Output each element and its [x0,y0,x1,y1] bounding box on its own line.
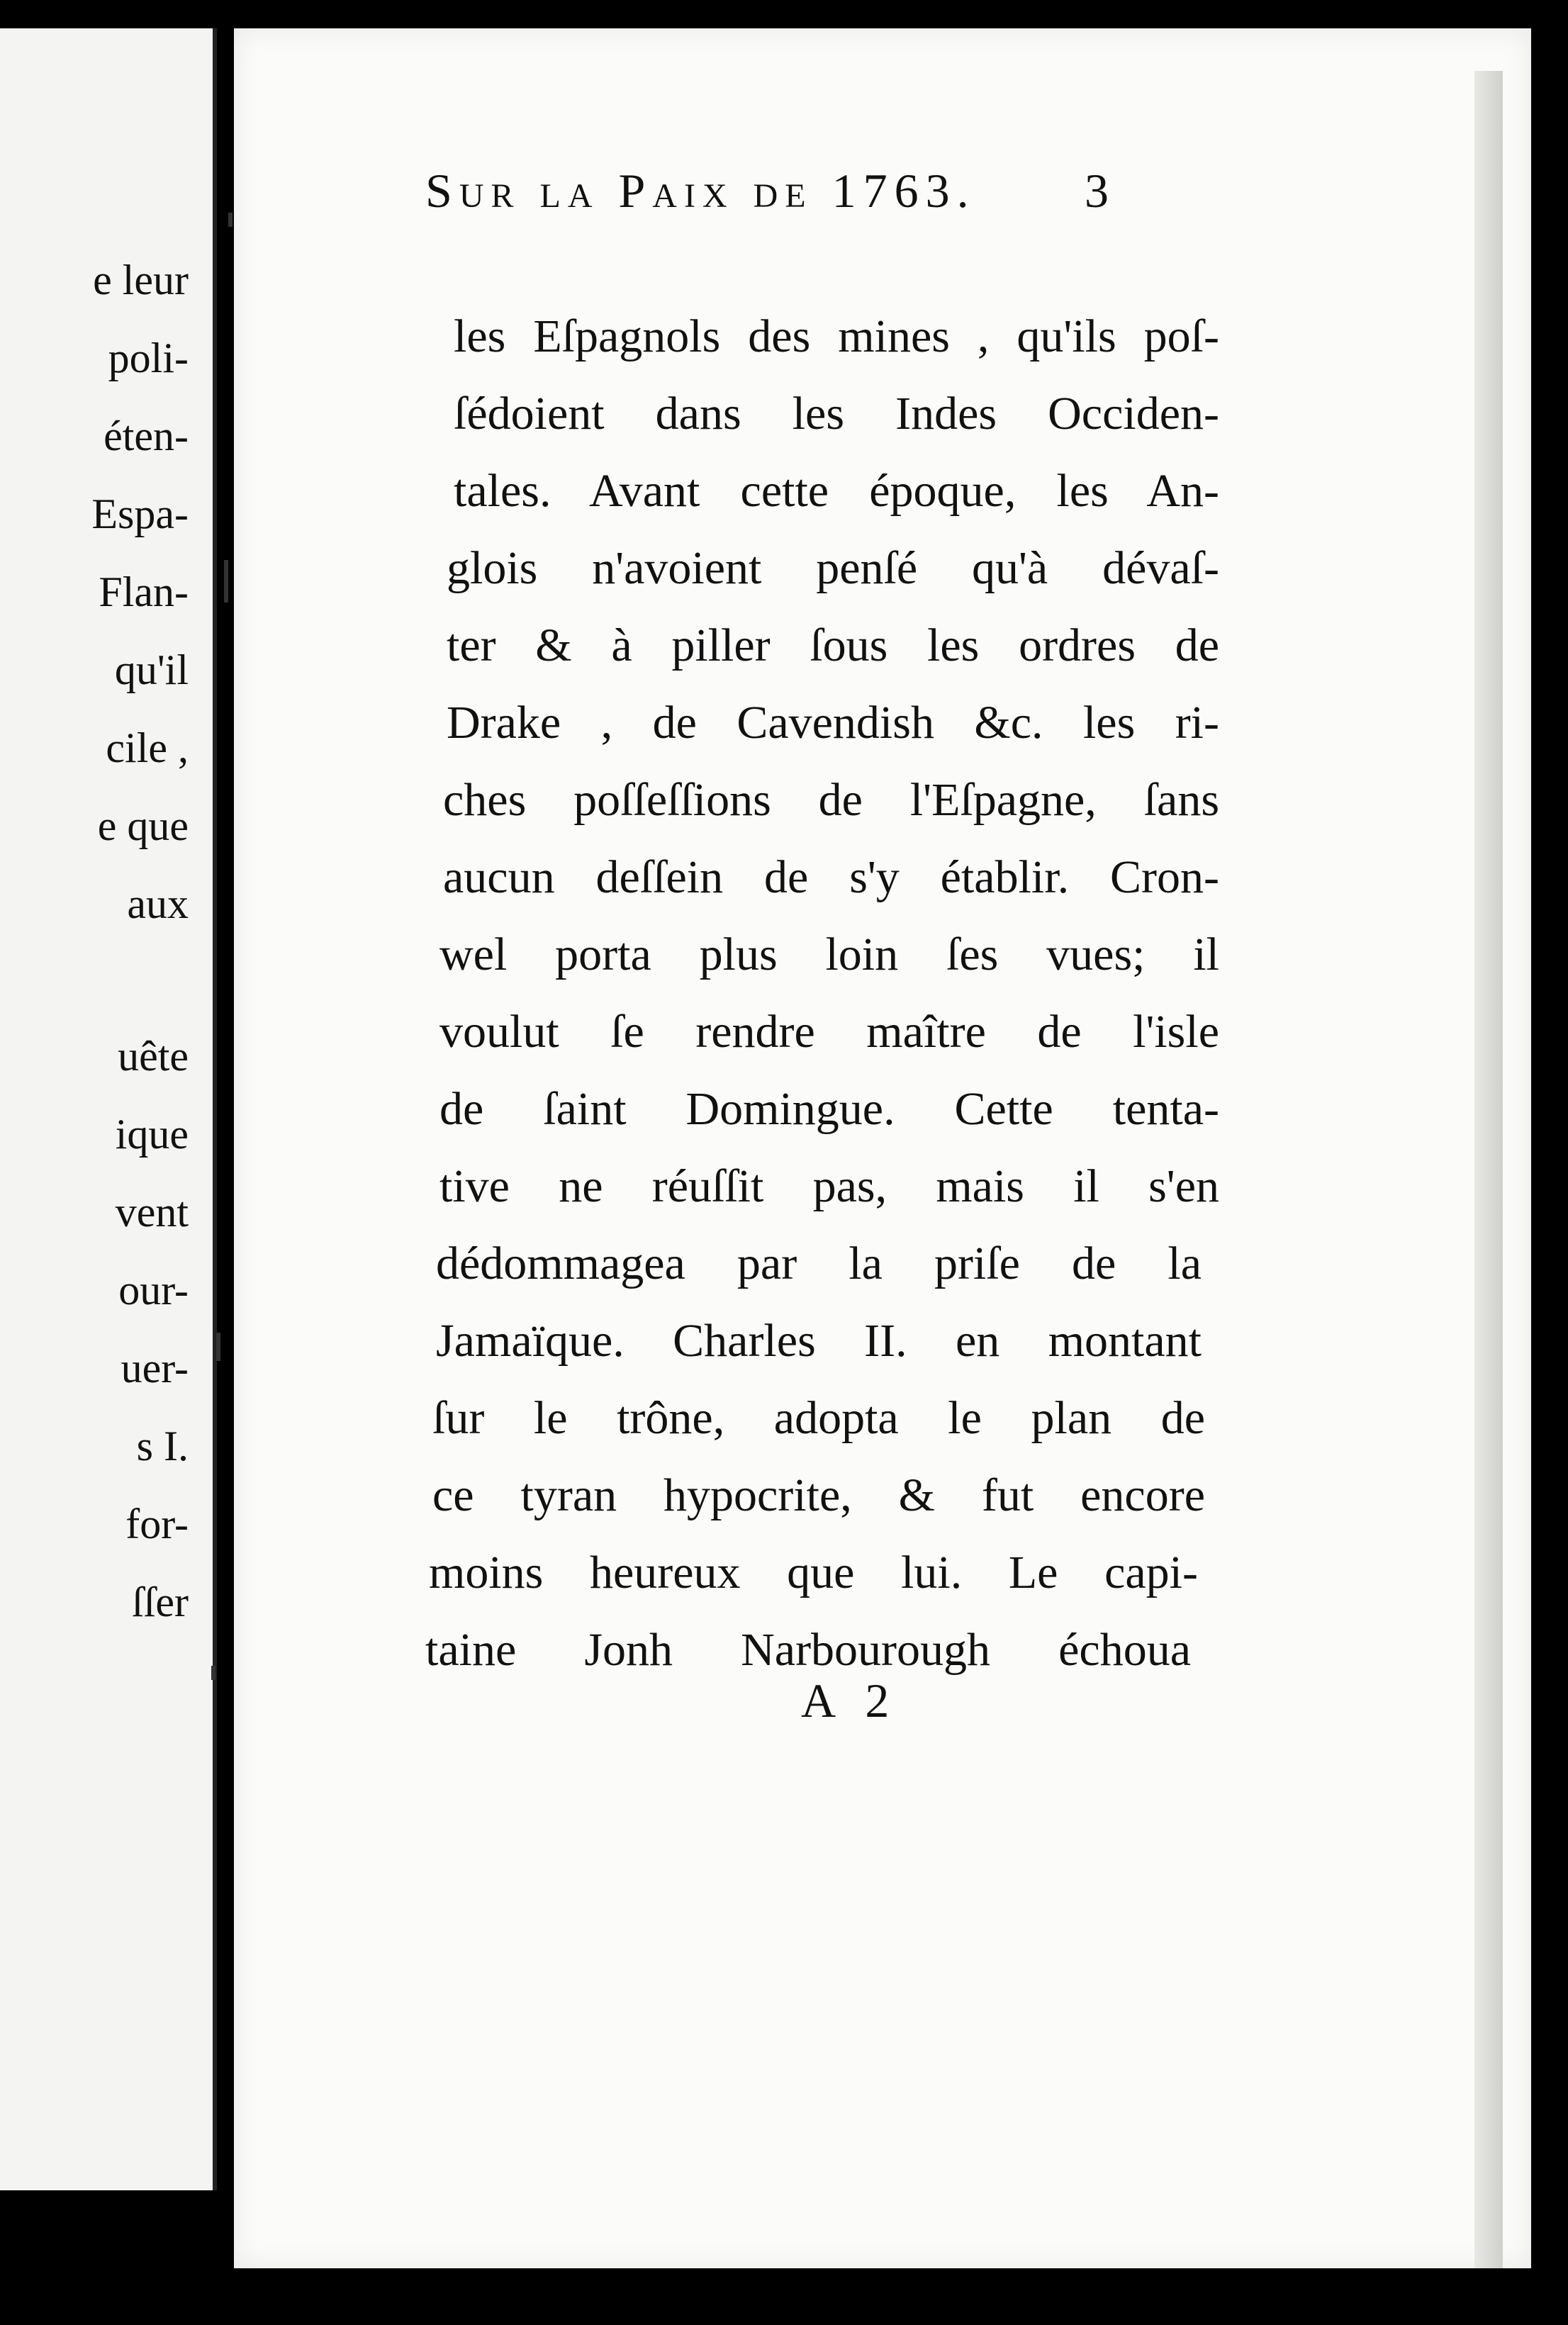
left-page-fragment: aux [127,880,189,927]
left-page-fragment: vent [115,1189,189,1236]
book-page [234,28,1531,2268]
left-page-fragment: e que [97,802,189,849]
text-line: tales. Avant cette époque, les An- [454,465,1219,517]
page-edge-shadow [1474,71,1503,2268]
text-line: ſur le trône, adopta le plan de [432,1392,1205,1444]
text-line: de ſaint Domingue. Cette tenta- [439,1083,1219,1135]
left-page-fragment: Espa- [91,491,189,537]
text-line: voulut ſe rendre maître de l'isle [439,1006,1219,1058]
signature-mark: A 2 [801,1674,900,1727]
text-line: dédommagea par la priſe de la [436,1238,1202,1289]
text-line: les Eſpagnols des mines , qu'ils poſ- [454,310,1219,362]
page-number: 3 [1085,164,1109,218]
text-line: glois n'avoient penſé qu'à dévaſ- [447,542,1219,594]
left-page-fragment: for- [125,1501,189,1547]
left-page-fragment: our- [118,1267,189,1313]
binding-stitch [211,1666,215,1680]
text-line: taine Jonh Narbourough échoua [425,1624,1191,1676]
text-line: ter & à piller ſous les ordres de [447,620,1219,671]
left-page-fragment: cile , [106,724,189,771]
left-page-fragment: uer- [121,1345,189,1391]
left-page-fragment: poli- [108,335,189,381]
previous-page [0,28,217,2190]
left-page-fragment: éten- [103,413,189,459]
text-line: ſédoient dans les Indes Occiden- [454,388,1219,439]
text-line: tive ne réuſſit pas, mais il s'en [439,1160,1219,1212]
body-text [333,298,1219,1688]
left-page-fragment: qu'il [114,646,189,693]
binding-stitch [224,560,228,603]
text-line: Drake , de Cavendish &c. les ri- [447,697,1219,749]
left-page-fragment: e leur [93,257,189,303]
text-line: aucun deſſein de s'y établir. Cron- [443,851,1219,903]
binding-stitch [228,213,233,227]
left-page-fragment: ique [115,1111,189,1158]
text-line: ce tyran hypocrite, & fut encore [432,1469,1205,1521]
left-page-fragment: ſſer [132,1579,189,1625]
left-page-fragment: s I. [136,1423,189,1469]
text-line: wel porta plus loin ſes vues; il [439,929,1219,980]
left-page-fragment: uête [118,1033,189,1080]
text-line: Jamaïque. Charles II. en montant [436,1315,1202,1367]
running-head: Sur la Paix de 1763. [425,164,976,218]
binding-stitch [216,1333,220,1361]
left-page-fragment: Flan- [99,568,189,615]
text-line: moins heureux que lui. Le capi- [429,1547,1198,1598]
text-line: ches poſſeſſions de l'Eſpagne, ſans [443,774,1219,826]
